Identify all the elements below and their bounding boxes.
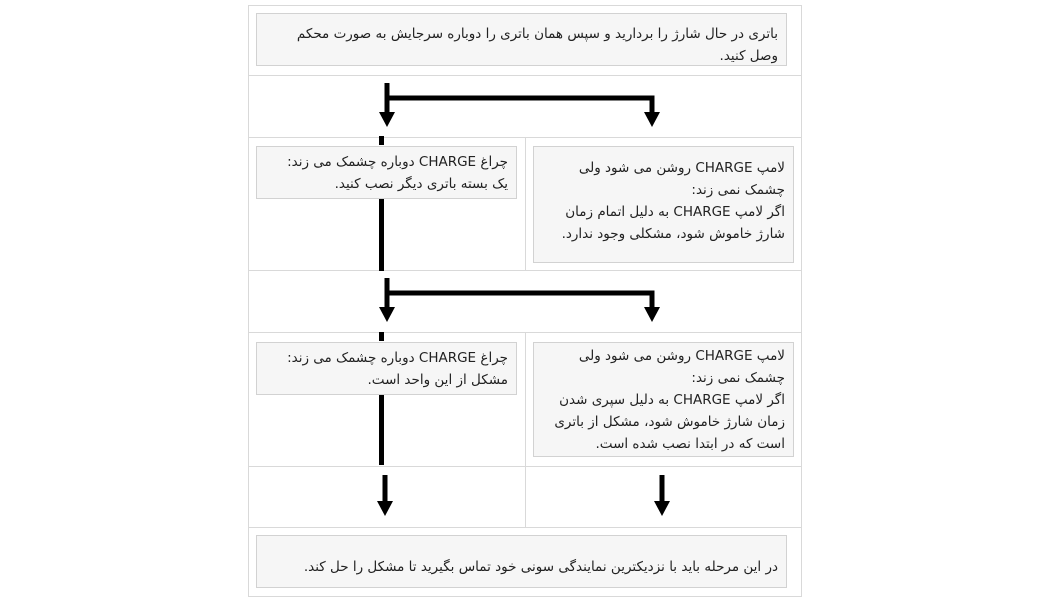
step-3-right-body: اگر لامپ CHARGE به دلیل سپری شدن زمان شارژ خاموش شود، مشکل از باتری است که در ابتدا نصب شده است. <box>554 392 785 452</box>
step-2-right-title: لامپ CHARGE روشن می شود ولی چشمک نمی زند: <box>578 160 785 198</box>
step-1-text: باتری در حال شارژ را بردارید و سپس همان باتری را دوباره سرجایش به صورت محکم وصل کنید. <box>296 26 778 64</box>
step-3-left-body: مشکل از این واحد است. <box>367 372 508 388</box>
step-2-right-box <box>533 146 794 263</box>
row-divider <box>249 270 801 271</box>
step-3-right-box <box>533 342 794 457</box>
column-divider <box>525 137 526 270</box>
step-2-left-body: یک بسته باتری دیگر نصب کنید. <box>334 176 508 192</box>
flowchart-frame <box>248 5 802 597</box>
step-2-left-box <box>256 146 517 199</box>
step-3-left-title: چراغ CHARGE دوباره چشمک می زند: <box>287 350 508 366</box>
step-2-left-title: چراغ CHARGE دوباره چشمک می زند: <box>287 154 508 170</box>
step-2-right-body: اگر لامپ CHARGE به دلیل اتمام زمان شارژ خاموش شود، مشکلی وجود ندارد. <box>561 204 785 242</box>
row-divider <box>249 75 801 76</box>
final-box <box>256 535 787 588</box>
step-3-right-title: لامپ CHARGE روشن می شود ولی چشمک نمی زند: <box>578 348 785 386</box>
step-3-left-box <box>256 342 517 395</box>
column-divider <box>525 332 526 527</box>
final-text: در این مرحله باید با نزدیکترین نمایندگی سونی خود تماس بگیرید تا مشکل را حل کند. <box>303 559 778 575</box>
row-divider <box>249 527 801 528</box>
step-1-box <box>256 13 787 66</box>
